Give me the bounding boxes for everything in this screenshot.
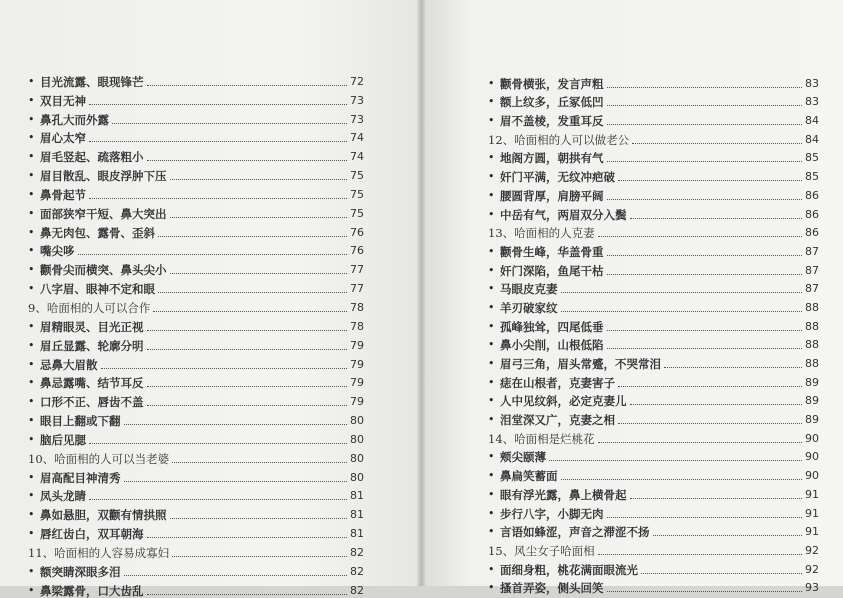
toc-entry [28,560,364,579]
dot-leader [147,594,348,595]
toc-page-number: 88 [805,300,819,314]
dot-leader [598,554,802,555]
bullet-dot-icon: • [488,413,495,427]
dot-leader [607,255,803,256]
toc-page-number: 73 [350,93,364,107]
toc-page-number: 78 [350,300,364,314]
dot-leader [618,386,802,387]
toc-entry [488,483,819,502]
dot-leader [147,85,348,86]
toc-entry [488,259,819,278]
dot-leader [607,199,803,200]
toc-page-number: 76 [350,244,364,258]
toc-entry-title: 眉毛竖起、疏落粗小 [40,150,144,165]
toc-page-number: 73 [350,112,364,126]
toc-page-number: 84 [805,114,819,128]
toc-entry-title: 地阁方圆，朝拱有气 [500,151,604,166]
toc-entry [28,127,364,146]
dot-leader [630,218,803,219]
dot-leader [147,537,348,538]
toc-entry [488,296,819,315]
dot-leader [607,87,803,88]
toc-entry-title: 13、哈面相的人克妻 [488,226,595,241]
toc-entry-title: 面细身粗，桃花满面眼流光 [500,562,638,577]
bullet-dot-icon: • [28,432,35,446]
dot-leader [561,479,803,480]
bullet-dot-icon: • [28,112,35,126]
toc-page-number: 89 [805,375,819,389]
bullet-dot-icon: • [488,525,495,539]
dot-leader [89,198,347,199]
toc-entry [488,109,819,128]
toc-entry-title: 目光流露、眼现锋芒 [40,74,144,89]
toc-entry [28,428,364,447]
toc-page-number: 88 [805,338,819,352]
bullet-dot-icon: • [488,300,495,314]
toc-entry [488,352,819,371]
toc-entry-title: 八字眉、眼神不定和眼 [40,282,155,297]
toc-entry [28,89,364,108]
toc-entry-title: 羊刃破家纹 [500,300,558,315]
toc-entry-title: 眉弓三角，眉头常蹙，不哭常泪 [500,357,661,371]
toc-page-number: 75 [350,206,364,220]
toc-page-number: 84 [805,132,819,146]
bullet-dot-icon: • [488,487,495,501]
toc-entry-title: 马眼皮克妻 [500,282,558,297]
bullet-dot-icon: • [488,170,495,184]
dot-leader [147,160,348,161]
toc-section-heading [488,128,819,147]
bullet-dot-icon: • [488,76,495,90]
toc-entry-title: 唇红齿白，双耳朝海 [40,527,144,542]
toc-page-number: 82 [350,564,364,578]
bullet-dot-icon: • [28,74,35,88]
toc-section-heading [488,539,819,558]
toc-page-number: 85 [805,151,819,165]
toc-entry-title: 10、哈面相的人可以当老婆 [28,451,170,466]
dot-leader [641,573,802,574]
toc-page-number: 83 [805,76,819,90]
toc-entry [28,258,364,277]
toc-entry [28,240,364,259]
toc-page-number: 91 [805,506,819,520]
dot-leader [607,161,803,162]
toc-entry-title: 孤峰独耸，四尾低垂 [500,319,604,334]
dot-leader [153,311,347,312]
toc-entry [488,446,819,465]
bullet-dot-icon: • [28,470,35,484]
toc-entry [28,183,364,202]
bullet-dot-icon: • [488,357,495,370]
toc-page-number: 80 [350,414,364,428]
dot-leader [607,348,803,349]
toc-entry-title: 颧骨尖而横突、鼻头尖小 [40,263,167,278]
toc-entry-title: 11、哈面相的人容易成寡妇 [28,545,170,560]
dot-leader [561,292,803,293]
toc-page-number: 93 [805,581,819,595]
bullet-dot-icon: • [488,375,495,389]
dot-leader [158,236,347,237]
dot-leader [170,273,348,274]
dot-leader [632,143,802,144]
toc-page-number: 88 [805,357,819,370]
toc-page-number: 82 [350,545,364,559]
dot-leader [618,423,802,424]
toc-entry-title: 眉目散乱、眼皮浮肿下压 [40,169,167,184]
dot-leader [170,179,348,180]
dot-leader [124,481,348,482]
bullet-dot-icon: • [28,225,35,239]
toc-page-number: 87 [805,282,819,296]
bullet-dot-icon: • [488,207,495,221]
dot-leader [147,349,348,350]
bullet-dot-icon: • [28,150,35,164]
toc-entry-title: 眼目上翻或下翻 [40,414,121,429]
toc-entry [488,203,819,222]
toc-entry-title: 颧骨生峰，华盖骨重 [500,244,604,259]
toc-page-number: 91 [805,525,819,539]
toc-entry [488,558,819,577]
dot-leader [89,499,347,500]
toc-entry [488,521,819,540]
bullet-dot-icon: • [28,282,35,296]
bullet-dot-icon: • [28,583,35,597]
bullet-dot-icon: • [488,506,495,520]
toc-entry [28,334,364,353]
toc-entry-title: 12、哈面相的人可以做老公 [488,132,630,147]
toc-entry [28,409,364,428]
toc-entry-title: 忌鼻大眉散 [40,357,98,372]
toc-entry [28,372,364,391]
toc-entry-title: 鼻忌露嘴、结节耳反 [40,376,144,391]
toc-entry [28,277,364,296]
dot-leader [630,498,803,499]
toc-entry-title: 搔首弄姿，侧头回笑 [500,581,604,596]
bullet-dot-icon: • [28,564,35,578]
toc-page-number: 91 [805,487,819,501]
bullet-dot-icon: • [28,395,35,409]
toc-page-number: 80 [350,432,364,446]
left-toc-list [28,70,364,598]
toc-entry-title: 面部狭窄干短、鼻大突出 [40,206,167,221]
dot-leader [598,442,802,443]
toc-entry-title: 9、哈面相的人可以合作 [28,300,151,315]
toc-entry [28,221,364,240]
toc-entry-title: 鼻小尖削，山根低陷 [500,338,604,353]
bullet-dot-icon: • [28,169,35,183]
toc-section-heading [28,541,364,560]
toc-page-number: 79 [350,357,364,371]
toc-entry-title: 14、哈面相是烂桃花 [488,431,595,446]
bullet-dot-icon: • [488,188,495,202]
toc-section-heading [488,427,819,446]
bullet-dot-icon: • [28,508,35,522]
toc-page-number: 86 [805,226,819,240]
toc-entry [28,353,364,372]
toc-entry [28,164,364,183]
toc-entry [488,315,819,334]
dot-leader [607,330,803,331]
dot-leader [158,292,347,293]
bullet-dot-icon: • [488,114,495,128]
dot-leader [172,556,347,557]
toc-entry-title: 双目无神 [40,93,86,108]
toc-page-number: 90 [805,469,819,483]
bullet-dot-icon: • [28,338,35,352]
bullet-dot-icon: • [488,581,495,595]
toc-entry-title: 口形不正、唇齿不盖 [40,395,144,410]
toc-entry [488,147,819,166]
dot-leader [607,124,803,125]
toc-entry-title: 脑后见腮 [40,432,86,447]
bullet-dot-icon: • [488,394,495,408]
toc-entry [488,278,819,297]
toc-page-number: 81 [350,508,364,522]
toc-entry [28,485,364,504]
toc-entry-title: 步行八字，小脚无肉 [500,506,604,521]
dot-leader [607,591,803,592]
toc-page-number: 92 [805,562,819,576]
toc-entry-title: 15、风尘女子哈面相 [488,543,595,558]
toc-page-number: 85 [805,170,819,184]
toc-entry [28,315,364,334]
bullet-dot-icon: • [488,263,495,277]
toc-page-number: 82 [350,583,364,597]
dot-leader [618,180,802,181]
bullet-dot-icon: • [488,95,495,109]
toc-entry [488,165,819,184]
toc-entry [28,108,364,127]
toc-entry-title: 鼻无肉包、露骨、歪斜 [40,225,155,240]
dot-leader [549,460,802,461]
bullet-dot-icon: • [28,187,35,201]
book-spine [417,0,425,586]
bullet-dot-icon: • [488,151,495,165]
dot-leader [607,274,803,275]
toc-entry [28,579,364,598]
toc-entry [28,522,364,541]
toc-page-number: 79 [350,376,364,390]
toc-page-number: 90 [805,431,819,445]
toc-entry [488,408,819,427]
toc-page-number: 89 [805,394,819,408]
toc-entry-title: 痣在山根者，克妻害子 [500,375,615,390]
dot-leader [89,443,347,444]
toc-entry-title: 嘴尖哆 [40,244,75,259]
toc-entry [28,466,364,485]
toc-page-number: 79 [350,395,364,409]
toc-section-heading [488,222,819,241]
toc-entry-title: 言语如蜂涩，声音之滞涩不扬 [500,525,650,540]
toc-entry-title: 中岳有气，两眉双分入鬓 [500,207,627,222]
toc-page-number: 90 [805,450,819,464]
dot-leader [172,462,347,463]
bullet-dot-icon: • [28,376,35,390]
bullet-dot-icon: • [28,489,35,503]
toc-page-number: 87 [805,244,819,258]
toc-page-number: 78 [350,319,364,333]
dot-leader [561,311,803,312]
toc-entry-title: 泪堂深又广，克妻之相 [500,413,615,428]
toc-entry [488,334,819,353]
toc-page-number: 81 [350,489,364,503]
toc-page-number: 79 [350,338,364,352]
toc-page-number: 77 [350,263,364,277]
toc-entry [488,72,819,91]
bullet-dot-icon: • [28,527,35,541]
dot-leader [170,518,348,519]
toc-entry [488,371,819,390]
dot-leader [607,105,803,106]
bullet-dot-icon: • [28,263,35,277]
toc-entry-title: 眉丘显露、轮廓分明 [40,338,144,353]
toc-page-number: 80 [350,451,364,465]
bullet-dot-icon: • [28,131,35,145]
dot-leader [124,575,348,576]
toc-page-number: 75 [350,169,364,183]
toc-entry-title: 鼻梁露骨，口大齿乱 [40,583,144,598]
toc-page-number: 88 [805,319,819,333]
toc-page-number: 89 [805,413,819,427]
toc-entry-title: 鼻骨起节 [40,187,86,202]
right-toc-list [488,72,819,595]
dot-leader [147,330,348,331]
toc-entry-title: 人中见纹斜，必定克妻儿 [500,394,627,409]
toc-page-number: 80 [350,470,364,484]
toc-entry [28,390,364,409]
toc-page-number: 87 [805,263,819,277]
toc-section-heading [28,296,364,315]
bullet-dot-icon: • [488,244,495,258]
toc-page-number: 72 [350,74,364,88]
dot-leader [607,517,803,518]
toc-page-number: 74 [350,150,364,164]
toc-entry-title: 眉精眼灵、目光正视 [40,319,144,334]
toc-entry [488,390,819,409]
toc-entry-title: 眼有浮光露，鼻上横骨起 [500,487,627,502]
toc-entry [28,202,364,221]
toc-page-number: 75 [350,187,364,201]
bullet-dot-icon: • [488,282,495,296]
toc-page-number: 86 [805,188,819,202]
bullet-dot-icon: • [488,562,495,576]
toc-page-number: 76 [350,225,364,239]
bullet-dot-icon: • [28,357,35,371]
bullet-dot-icon: • [488,469,495,483]
toc-entry-title: 眉心太窄 [40,131,86,146]
toc-entry [28,503,364,522]
toc-section-heading [28,447,364,466]
dot-leader [89,141,347,142]
toc-entry [488,184,819,203]
toc-entry-title: 颊尖颐薄 [500,450,546,465]
toc-entry [488,91,819,110]
toc-page-number: 81 [350,527,364,541]
toc-page-number: 83 [805,95,819,109]
dot-leader [89,104,347,105]
toc-entry-title: 颧骨横张，发言声粗 [500,76,604,91]
dot-leader [124,424,348,425]
toc-entry [488,502,819,521]
dot-leader [112,123,347,124]
toc-entry-title: 腰圆背厚，肩膀平阔 [500,188,604,203]
dot-leader [653,535,803,536]
toc-entry-title: 奸门深陷，鱼尾干枯 [500,263,604,278]
toc-page-number: 77 [350,282,364,296]
bullet-dot-icon: • [28,93,35,107]
bullet-dot-icon: • [488,338,495,352]
toc-entry-title: 奸门平满，无纹冲疤破 [500,170,615,185]
toc-entry-title: 眉高配目神清秀 [40,470,121,485]
dot-leader [78,254,348,255]
bullet-dot-icon: • [28,414,35,428]
toc-entry-title: 鼻如悬胆，双颧有情拱照 [40,508,167,523]
dot-leader [598,236,802,237]
bullet-dot-icon: • [488,319,495,333]
toc-entry [488,240,819,259]
dot-leader [664,367,802,368]
dot-leader [147,405,348,406]
toc-entry-title: 鼻孔大而外露 [40,112,109,127]
toc-entry [488,464,819,483]
bullet-dot-icon: • [28,244,35,258]
toc-page-number: 86 [805,207,819,221]
dot-leader [630,404,803,405]
toc-page-number: 92 [805,543,819,557]
toc-entry-title: 额突睛深眼多泪 [40,564,121,579]
toc-page-number: 74 [350,131,364,145]
toc-entry [28,145,364,164]
bullet-dot-icon: • [28,319,35,333]
toc-entry-title: 鼻扁笑蓄面 [500,469,558,484]
bullet-dot-icon: • [28,206,35,220]
dot-leader [147,386,348,387]
toc-entry-title: 眉不盖棱，发重耳反 [500,114,604,129]
dot-leader [170,217,348,218]
dot-leader [101,368,348,369]
toc-entry-title: 凤头龙睛 [40,489,86,504]
toc-entry [28,70,364,89]
bullet-dot-icon: • [488,450,495,464]
toc-entry-title: 额上纹多，丘冢低凹 [500,95,604,110]
